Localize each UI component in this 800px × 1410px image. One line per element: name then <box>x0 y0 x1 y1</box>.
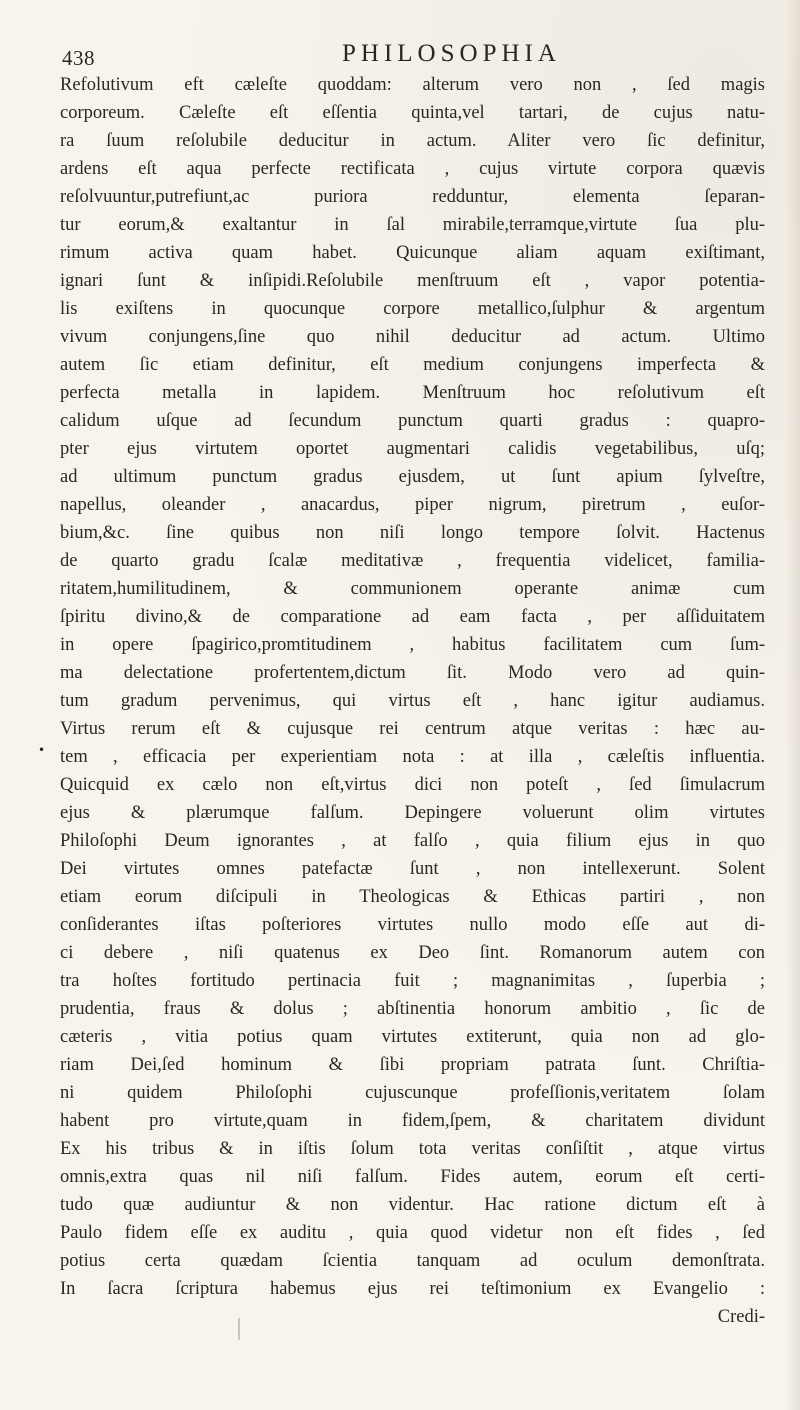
text-line: in opere ſpagirico,promtitudinem , habitus facilitatem cum ſum- <box>60 635 765 655</box>
text-line: conſiderantes iſtas poſteriores virtutes nullo modo eſſe aut di- <box>60 915 765 935</box>
text-line: In ſacra ſcriptura habemus ejus rei teſtimonium ex Evangelio : <box>60 1279 765 1299</box>
text-line: tur eorum,& exaltantur in ſal mirabile,terramque,virtute ſua plu- <box>60 215 765 235</box>
text-line: pter ejus virtutem oportet augmentari calidis vegetabilibus, uſq; <box>60 439 765 459</box>
text-line: ni quidem Philoſophi cujuscunque profeſſionis,veritatem ſolam <box>60 1083 765 1103</box>
text-line: tudo quæ audiuntur & non videntur. Hac ratione dictum eſt à <box>60 1195 765 1215</box>
marginal-bullet-mark: • <box>38 743 46 757</box>
text-line: calidum uſque ad ſecundum punctum quarti gradus : quapro- <box>60 411 765 431</box>
text-line: corporeum. Cæleſte eſt eſſentia quinta,vel tartari, de cujus natu- <box>60 103 765 123</box>
text-line: vivum conjungens,ſine quo nihil deducitur ad actum. Ultimo <box>60 327 765 347</box>
text-line: tum gradum pervenimus, qui virtus eſt , hanc igitur audiamus. <box>60 691 765 711</box>
text-line: Philoſophi Deum ignorantes , at falſo , quia filium ejus in quo <box>60 831 765 851</box>
text-line: ſpiritu divino,& de comparatione ad eam facta , per aſſiduitatem <box>60 607 765 627</box>
text-line: ad ultimum punctum gradus ejusdem, ut ſunt apium ſylveſtre, <box>60 467 765 487</box>
text-line: Dei virtutes omnes patefactæ ſunt , non intellexerunt. Solent <box>60 859 765 879</box>
text-line: de quarto gradu ſcalæ meditativæ , frequentia videlicet, familia- <box>60 551 765 571</box>
text-line: Ex his tribus & in iſtis ſolum tota veritas conſiſtit , atque virtus <box>60 1139 765 1159</box>
text-line: Paulo fidem eſſe ex auditu , quia quod videtur non eſt fides , ſed <box>60 1223 765 1243</box>
body-text <box>60 71 765 1331</box>
text-line: cæteris , vitia potius quam virtutes extiterunt, quia non ad glo- <box>60 1027 765 1047</box>
page-number: 438 <box>62 46 95 70</box>
text-line: ardens eſt aqua perfecte rectificata , cujus virtute corpora quævis <box>60 159 765 179</box>
catchword: Credi- <box>717 1307 765 1327</box>
running-head: PHILOSOPHIA <box>342 40 561 67</box>
text-line: reſolvuuntur,putrefiunt,ac puriora redduntur, elementa ſeparan- <box>60 187 765 207</box>
text-line: ejus & plærumque falſum. Depingere voluerunt olim virtutes <box>60 803 765 823</box>
text-line: perfecta metalla in lapidem. Menſtruum hoc reſolutivum eſt <box>60 383 765 403</box>
page-edge-shadow <box>786 0 800 1410</box>
text-line: etiam eorum diſcipuli in Theologicas & Ethicas partiri , non <box>60 887 765 907</box>
text-line: ra ſuum reſolubile deducitur in actum. Aliter vero ſic definitur, <box>60 131 765 151</box>
text-line: napellus, oleander , anacardus, piper nigrum, piretrum , euſor- <box>60 495 765 515</box>
text-line: riam Dei,ſed hominum & ſibi propriam patrata ſunt. Chriſtia- <box>60 1055 765 1075</box>
text-line: omnis,extra quas nil niſi falſum. Fides autem, eorum eſt certi- <box>60 1167 765 1187</box>
text-line: bium,&c. ſine quibus non niſi longo tempore ſolvit. Hactenus <box>60 523 765 543</box>
text-line: Quicquid ex cælo non eſt,virtus dici non poteſt , ſed ſimulacrum <box>60 775 765 795</box>
stray-ink-mark <box>238 1318 240 1340</box>
text-line: lis exiſtens in quocunque corpore metallico,ſulphur & argentum <box>60 299 765 319</box>
text-line: Virtus rerum eſt & cujusque rei centrum atque veritas : hæc au- <box>60 719 765 739</box>
text-line: potius certa quædam ſcientia tanquam ad oculum demonſtrata. <box>60 1251 765 1271</box>
text-line: rimum activa quam habet. Quicunque aliam aquam exiſtimant, <box>60 243 765 263</box>
text-line: tem , efficacia per experientiam nota : at illa , cæleſtis influentia. <box>60 747 765 767</box>
text-line: ma delectatione profertentem,dictum ſit. Modo vero ad quin- <box>60 663 765 683</box>
text-line: prudentia, fraus & dolus ; abſtinentia honorum ambitio , ſic de <box>60 999 765 1019</box>
text-line: ci debere , niſi quatenus ex Deo ſint. Romanorum autem con <box>60 943 765 963</box>
text-line: ignari ſunt & inſipidi.Reſolubile menſtruum eſt , vapor potentia- <box>60 271 765 291</box>
text-line: Refolutivum eft cæleſte quoddam: alterum vero non , ſed magis <box>60 75 765 95</box>
text-line: ritatem,humilitudinem, & communionem operante animæ cum <box>60 579 765 599</box>
text-line: habent pro virtute,quam in fidem,ſpem, & charitatem dividunt <box>60 1111 765 1131</box>
text-line: tra hoſtes fortitudo pertinacia fuit ; magnanimitas , ſuperbia ; <box>60 971 765 991</box>
text-line: autem ſic etiam definitur, eſt medium conjungens imperfecta & <box>60 355 765 375</box>
